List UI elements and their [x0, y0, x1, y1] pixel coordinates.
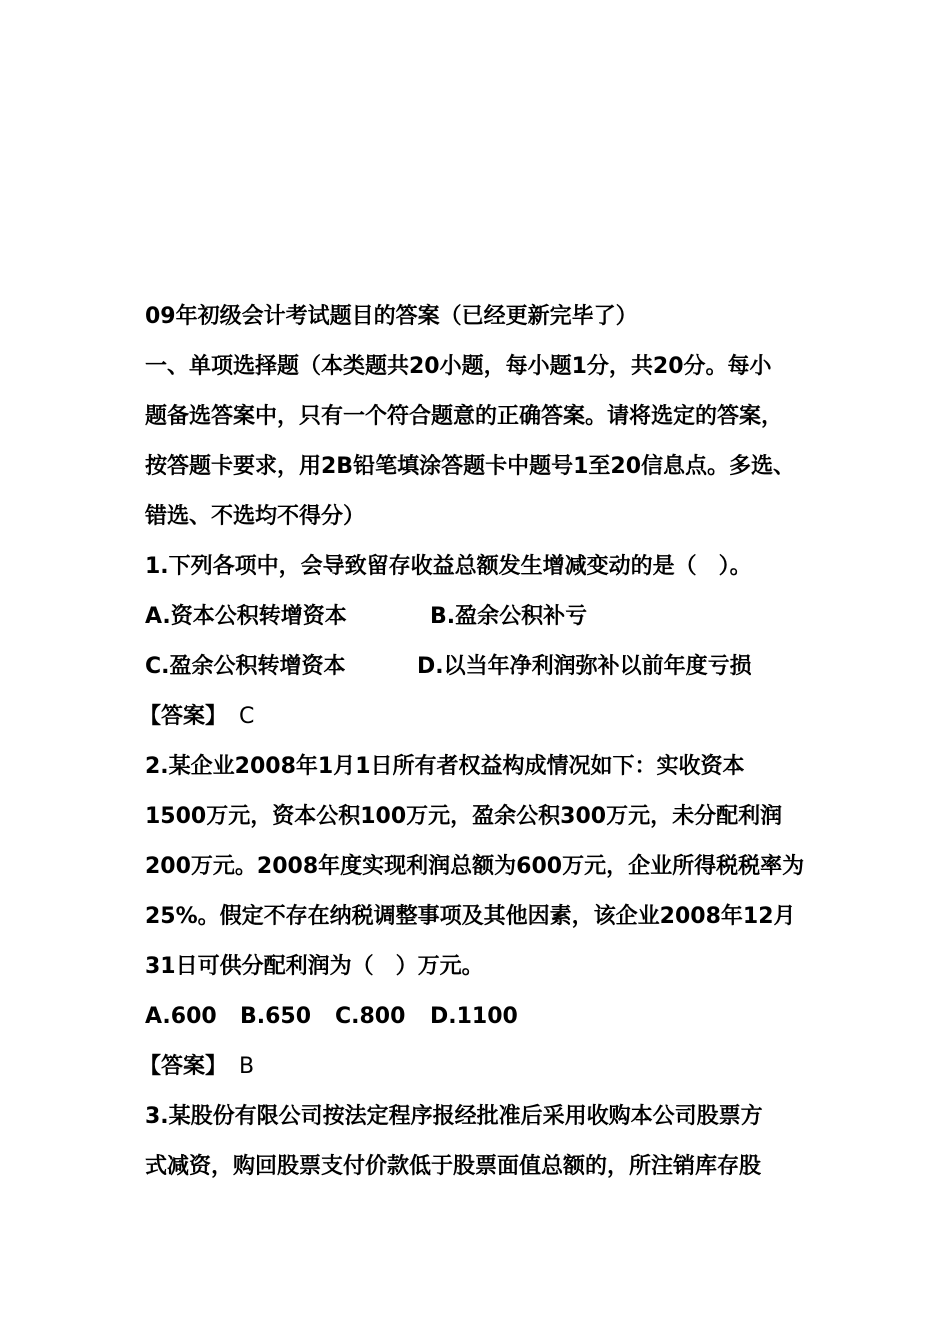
- question-2-stem-line: 200万元。2008年度实现利润总额为600万元，企业所得税税率为: [145, 854, 805, 879]
- section-heading-line: 一、单项选择题（本类题共20小题，每小题1分，共20分。每小: [145, 354, 772, 379]
- question-1-option-b: B.盈余公积补亏: [430, 604, 588, 629]
- answer-value: C: [239, 704, 255, 729]
- section-instruction-line: 题备选答案中，只有一个符合题意的正确答案。请将选定的答案，: [145, 404, 784, 429]
- answer-label: 【答案】: [139, 1054, 228, 1079]
- question-2-option-b: B.650: [240, 1004, 312, 1029]
- section-instruction-line: 错选、不选均不得分）: [145, 504, 366, 529]
- question-2-stem-line: 31日可供分配利润为（ ）万元。: [145, 954, 484, 979]
- question-2-answer: [139, 1042, 855, 1092]
- question-2-stem-line: 1500万元，资本公积100万元，盈余公积300万元，未分配利润: [145, 804, 783, 829]
- question-1-stem: 1.下列各项中，会导致留存收益总额发生增减变动的是（ ）。: [145, 554, 752, 579]
- question-2-stem-line: 2.某企业2008年1月1日所有者权益构成情况如下：实收资本: [145, 754, 745, 779]
- answer-label: 【答案】: [139, 704, 228, 729]
- question-2-option-c: C.800: [335, 1004, 406, 1029]
- question-1-option-c: C.盈余公积转增资本: [145, 654, 346, 679]
- question-2-option-a: A.600: [145, 1004, 217, 1029]
- document-title: 09年初级会计考试题目的答案（已经更新完毕了）: [145, 304, 638, 329]
- section-instruction-line: 按答题卡要求，用2B铅笔填涂答题卡中题号1至20信息点。多选、: [145, 454, 796, 479]
- question-3-stem-line: 3.某股份有限公司按法定程序报经批准后采用收购本公司股票方: [145, 1104, 763, 1129]
- question-2-options-row: [145, 992, 855, 1042]
- question-1-options-row-2: [145, 642, 855, 692]
- question-1-option-a: A.资本公积转增资本: [145, 604, 347, 629]
- question-2-option-d: D.1100: [430, 1004, 518, 1029]
- question-2-stem-line: 25%。假定不存在纳税调整事项及其他因素，该企业2008年12月: [145, 904, 796, 929]
- question-1-options-row-1: [145, 592, 855, 642]
- answer-value: B: [239, 1054, 255, 1079]
- document-body: [139, 292, 855, 1192]
- question-3-stem-line: 式减资，购回股票支付价款低于股票面值总额的，所注销库存股: [145, 1154, 762, 1179]
- question-1-option-d: D.以当年净利润弥补以前年度亏损: [417, 654, 752, 679]
- question-1-answer: [139, 692, 855, 742]
